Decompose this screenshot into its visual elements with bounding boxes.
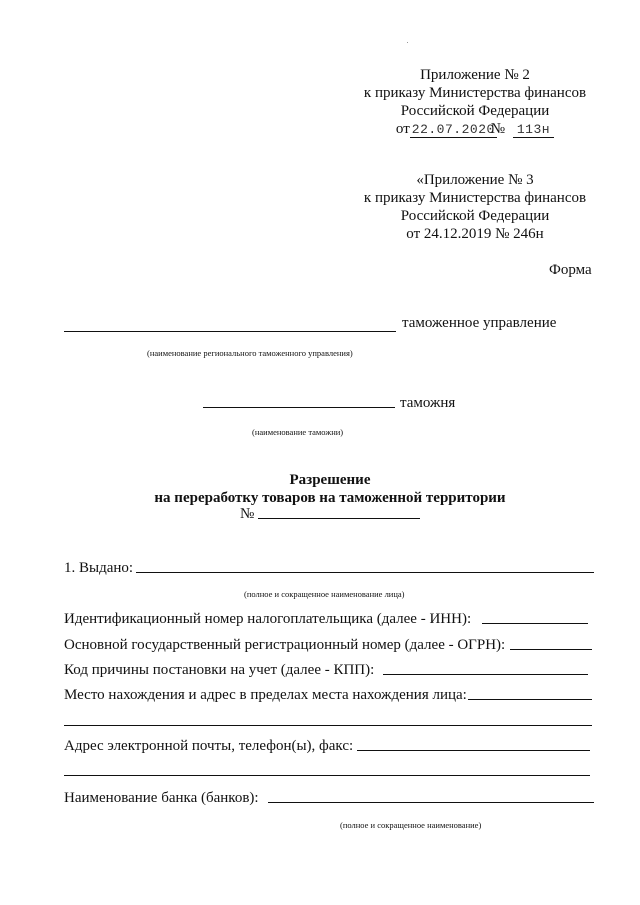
address-blank-2 — [64, 725, 592, 726]
customs-admin-label: таможенное управление — [402, 315, 557, 331]
issued-to-label: 1. Выдано: — [64, 560, 134, 576]
customs-caption: (наименование таможни) — [252, 427, 344, 437]
customs-blank — [203, 407, 395, 408]
appendix2-date-line — [340, 120, 610, 139]
title-line-2: на переработку товаров на таможенной территории — [154, 490, 506, 506]
kpp-blank — [383, 674, 588, 675]
appendix2-number: 113н — [513, 122, 554, 138]
customs-admin-blank — [64, 331, 396, 332]
issued-to-blank — [136, 572, 594, 573]
bank-label: Наименование банка (банков): — [64, 790, 259, 806]
inn-blank — [482, 623, 588, 624]
document-title — [100, 471, 560, 507]
title-num-sign: № — [240, 506, 255, 522]
ogrn-label: Основной государственный регистрационный номер (далее - ОГРН): — [64, 637, 506, 653]
inn-label: Идентификационный номер налогоплательщика (далее - ИНН): — [64, 611, 472, 627]
bank-caption: (полное и сокращенное наименование) — [340, 820, 482, 830]
appendix3-date-line: от 24.12.2019 № 246н — [406, 226, 544, 242]
appendix2-num-sign: № — [490, 121, 506, 137]
permit-number-blank — [258, 518, 420, 519]
appendix3-title: «Приложение № 3 — [416, 172, 534, 188]
appendix2-date-prefix: от — [395, 121, 410, 137]
kpp-label: Код причины постановки на учет (далее - КПП): — [64, 662, 375, 678]
customs-admin-caption: (наименование регионального таможенного управления) — [147, 348, 353, 358]
contacts-blank-1 — [357, 750, 590, 751]
address-blank-1 — [468, 699, 592, 700]
appendix2-date: 22.07.2020 — [411, 122, 495, 137]
appendix3-federation-line: Российской Федерации — [400, 208, 550, 224]
appendix3-order-line: к приказу Министерства финансов — [363, 190, 587, 206]
contacts-blank-2 — [64, 775, 590, 776]
form-label: Форма — [549, 262, 592, 278]
ogrn-blank — [510, 649, 592, 650]
appendix2-federation-line: Российской Федерации — [400, 103, 550, 119]
customs-label: таможня — [400, 395, 456, 411]
address-label: Место нахождения и адрес в пределах места нахождения лица: — [64, 687, 467, 703]
appendix2-title: Приложение № 2 — [420, 67, 530, 83]
scan-speck — [407, 42, 408, 43]
bank-blank — [268, 802, 594, 803]
contacts-label: Адрес электронной почты, телефон(ы), факс: — [64, 738, 354, 754]
title-line-1: Разрешение — [289, 472, 371, 488]
appendix3-block — [340, 171, 610, 243]
appendix2-block — [340, 66, 610, 139]
issued-to-caption: (полное и сокращенное наименование лица) — [244, 589, 405, 599]
appendix2-order-line: к приказу Министерства финансов — [363, 85, 587, 101]
